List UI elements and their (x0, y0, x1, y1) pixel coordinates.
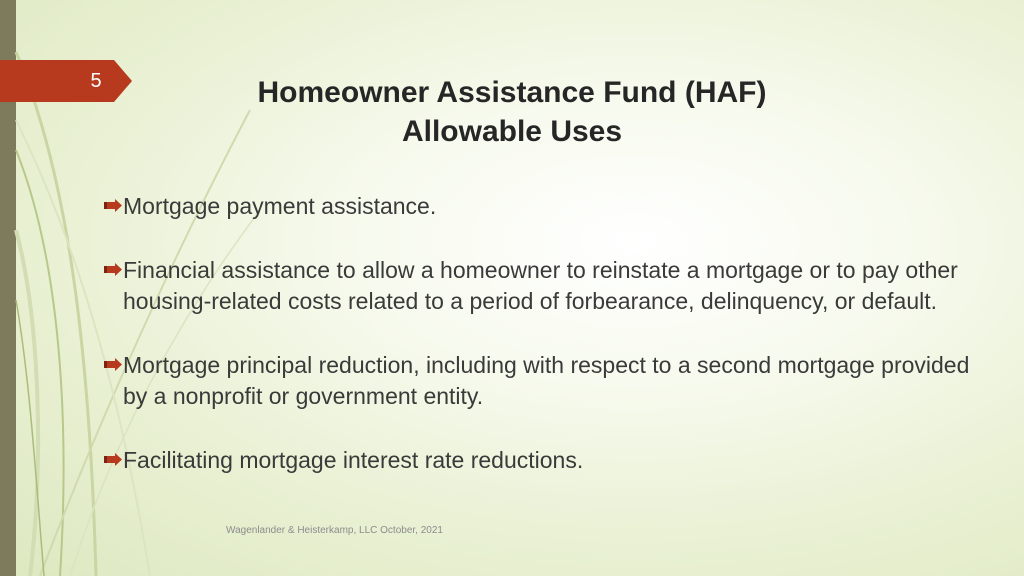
slide-title (150, 73, 874, 151)
pencil-arrow-icon (104, 199, 122, 212)
slide-footer: Wagenlander & Heisterkamp, LLC October, 2021 (226, 525, 443, 536)
bullet-list (104, 191, 984, 509)
pencil-arrow-icon (104, 453, 122, 466)
title-line-1: Homeowner Assistance Fund (HAF) (257, 76, 767, 109)
bullet-item-4 (104, 445, 984, 476)
bullet-text: Financial assistance to allow a homeowner to reinstate a mortgage or to pay other housing-related costs related to a period of forbearance, delinquency, or default. (123, 257, 958, 314)
slide-number: 5 (90, 70, 102, 92)
bullet-text: Facilitating mortgage interest rate reductions. (123, 447, 584, 473)
pencil-arrow-icon (104, 358, 122, 371)
title-line-2: Allowable Uses (401, 115, 623, 148)
bullet-item-3 (104, 350, 984, 412)
slide-number-tab (0, 60, 132, 102)
bullet-text: Mortgage payment assistance. (123, 193, 437, 219)
bullet-item-1 (104, 191, 984, 222)
bullet-item-2 (104, 255, 984, 317)
bullet-text: Mortgage principal reduction, including with respect to a second mortgage provided by a nonprofit or government entity. (123, 352, 970, 409)
pencil-arrow-icon (104, 263, 122, 276)
